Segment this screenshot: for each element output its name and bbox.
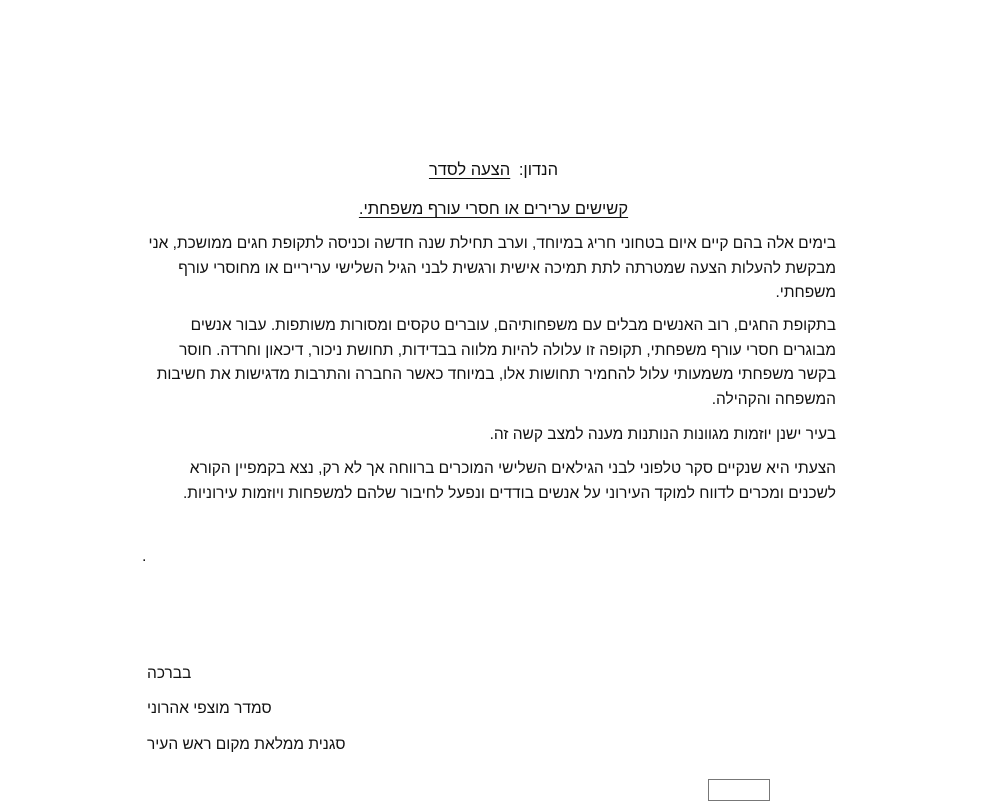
signature-name: סמדר מוצפי אהרוני: [147, 700, 272, 717]
signature-closing: בברכה: [147, 665, 192, 682]
paragraph-intro: בימים אלה בהם קיים איום בטחוני חריג במיוחד, וערב תחילת שנה חדשה וכניסה לתקופת חגים ממושכת, אני מבקשת להעלות הצעה שמטרתה לתת תמיכה אישית ורגשית לבני הגיל השלישי עריריים או מחוסרי עורף משפחתי.: [148, 235, 836, 301]
signature-role: סגנית ממלאת מקום ראש העיר: [147, 736, 346, 753]
paragraph-initiatives: בעיר ישנן יוזמות מגוונות הנותנות מענה למצב קשה זה.: [489, 426, 836, 443]
subject-line: [0, 158, 987, 182]
subject-label: הנדון:: [518, 161, 559, 179]
document-title: קשישים ערירים או חסרי עורף משפחתי.: [358, 200, 629, 218]
page-number-box: [708, 779, 770, 801]
separator-mark: .: [142, 548, 147, 565]
paragraph-holidays: בתקופת החגים, רוב האנשים מבלים עם משפחותיהם, עוברים טקסים ומסורות משותפות. עבור אנשים מבוגרים חסרי עורף משפחתי, תקופה זו עלולה להיות מלווה בבדידות, תחושת ניכור, דיכאון וחרדה. חוסר בקשר משפחתי משמעותי עלול להחמיר תחושות אלו, במיוחד כאשר החברה והתרבות מדגישות את חשיבות המשפחה והקהילה.: [156, 317, 836, 408]
subject-value: הצעה לסדר: [428, 161, 511, 179]
paragraph-proposal: הצעתי היא שנקיים סקר טלפוני לבני הגילאים השלישי המוכרים ברווחה אך לא רק, נצא בקמפיין הקורא לשכנים ומכרים לדווח למוקד העירוני על אנשים בודדים ונפעל לחיבור שלהם למשפחות ויוזמות עירוניות.: [182, 460, 836, 502]
